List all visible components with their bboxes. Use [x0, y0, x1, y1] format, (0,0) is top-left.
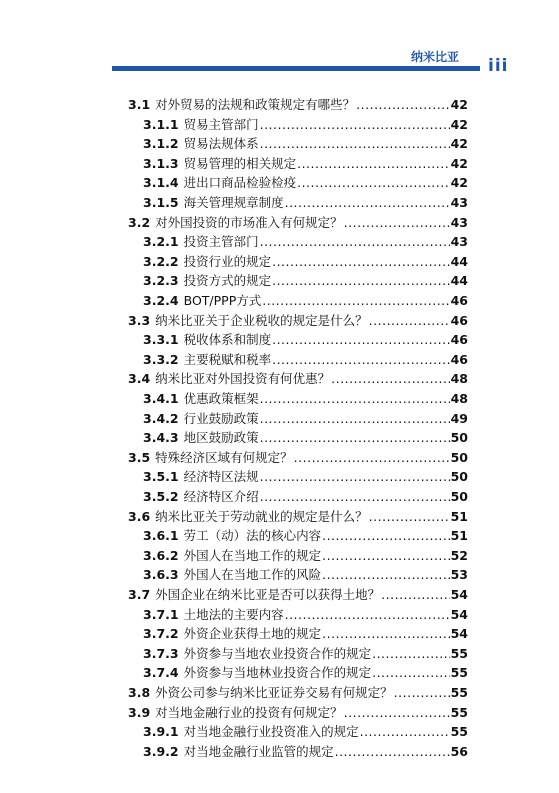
toc-entry-page: 43: [450, 234, 468, 250]
toc-entry[interactable]: [143, 391, 468, 407]
toc-entry-page: 46: [450, 351, 468, 367]
toc-entry-title: 优惠政策框架: [183, 391, 259, 406]
dot-leader: [272, 332, 449, 347]
toc-entry-number: 3.9.1: [143, 724, 179, 740]
toc-entry-title: BOT/PPP方式: [183, 293, 262, 308]
toc-entry-number: 3.1.2: [143, 136, 179, 152]
toc-entry-number: 3.1: [128, 97, 151, 112]
toc-entry[interactable]: [143, 626, 468, 642]
toc-entry-number: 3.1.4: [143, 175, 179, 191]
toc-entry-page: 52: [450, 547, 468, 563]
toc-entry-number: 3.8: [128, 685, 151, 700]
toc-entry[interactable]: [143, 646, 468, 662]
toc-entry[interactable]: [143, 234, 468, 250]
toc-entry[interactable]: [143, 352, 468, 368]
toc-entry-title: 外资参与当地林业投资合作的规定: [183, 665, 372, 681]
toc-entry-title: 投资方式的规定: [183, 273, 272, 289]
dot-leader: [356, 97, 449, 112]
toc-entry[interactable]: [143, 724, 468, 740]
page-number: iii: [488, 56, 509, 76]
toc-entry-title: 纳米比亚关于劳动就业的规定是什么？: [155, 508, 368, 524]
dot-leader: [260, 430, 450, 445]
dot-leader: [260, 469, 450, 484]
toc-entry-number: 3.3.2: [143, 351, 179, 367]
toc-entry[interactable]: [143, 665, 468, 681]
toc-entry-number: 3.2.2: [143, 253, 179, 269]
toc-entry[interactable]: [143, 136, 468, 152]
toc-entry-title: 对外贸易的法规和政策规定有哪些？: [155, 97, 356, 112]
dot-leader: [344, 215, 450, 230]
toc-entry[interactable]: [143, 489, 468, 505]
toc-entry-title: 外资参与当地农业投资合作的规定: [183, 645, 372, 661]
running-header-title: 纳米比亚: [410, 50, 459, 64]
toc-entry-title: 外国人在当地工作的风险: [183, 567, 322, 583]
toc-entry-page: 44: [450, 273, 468, 289]
dot-leader: [272, 273, 449, 288]
toc-entry-title: 主要税赋和税率: [183, 351, 272, 367]
toc-entry-page: 50: [450, 469, 468, 485]
dot-leader: [260, 136, 450, 151]
dot-leader: [322, 548, 449, 563]
toc-entry[interactable]: [143, 293, 468, 309]
toc-entry-page: 42: [450, 97, 468, 112]
toc-entry-page: 55: [450, 704, 468, 720]
toc-entry-title: 劳工（动）法的核心内容: [183, 528, 322, 544]
toc-entry-number: 3.3: [128, 312, 151, 328]
dot-leader: [394, 685, 450, 700]
dot-leader: [262, 293, 449, 308]
toc-entry-title: 投资主管部门: [183, 234, 259, 250]
toc-entry-number: 3.4.3: [143, 430, 179, 446]
toc-entry-number: 3.6: [128, 508, 151, 524]
toc-entry-page: 55: [450, 665, 468, 681]
toc-entry[interactable]: [128, 587, 468, 603]
toc-entry[interactable]: [143, 744, 468, 760]
toc-entry-title: 行业鼓励政策: [183, 410, 259, 426]
toc-entry-number: 3.2: [128, 214, 151, 230]
toc-entry-page: 42: [450, 175, 468, 191]
toc-entry-number: 3.2.3: [143, 273, 179, 289]
toc-entry-title: 纳米比亚关于企业税收的规定是什么？: [155, 312, 368, 328]
toc-entry-title: 外资企业获得土地的规定: [183, 626, 322, 642]
dot-leader: [260, 391, 450, 406]
toc-entry-page: 46: [450, 293, 468, 308]
toc-entry-title: 外资公司参与纳米比亚证券交易有何规定？: [155, 685, 393, 700]
toc-entry-page: 56: [450, 743, 468, 759]
toc-entry-page: 42: [450, 116, 468, 132]
toc-entry[interactable]: [128, 509, 468, 525]
toc-entry-title: 地区鼓励政策: [183, 430, 259, 446]
toc-entry-number: 3.7.4: [143, 665, 179, 681]
dot-leader: [272, 254, 449, 269]
toc-entry-number: 3.4.1: [143, 391, 179, 406]
dot-leader: [260, 234, 450, 249]
toc-entry-page: 53: [450, 567, 468, 583]
dot-leader: [272, 352, 449, 367]
toc-entry-title: 纳米比亚对外国投资有何优惠？: [155, 371, 331, 387]
toc-entry-page: 54: [450, 626, 468, 642]
toc-entry-page: 44: [450, 253, 468, 269]
toc-entry-number: 3.2.4: [143, 293, 179, 308]
dot-leader: [260, 489, 450, 504]
toc-entry-page: 49: [450, 410, 468, 426]
toc-entry-number: 3.6.2: [143, 547, 179, 563]
toc-entry-title: 经济特区法规: [183, 469, 259, 485]
toc-entry-number: 3.7: [128, 587, 151, 602]
dot-leader: [369, 509, 450, 524]
dot-leader: [322, 528, 449, 543]
dot-leader: [322, 567, 449, 582]
toc-entry-page: 50: [450, 430, 468, 446]
toc-entry[interactable]: [143, 469, 468, 485]
dot-leader: [360, 724, 450, 739]
toc-entry-page: 43: [450, 214, 468, 230]
dot-leader: [372, 646, 449, 661]
toc-entry-number: 3.6.3: [143, 567, 179, 583]
toc-entry[interactable]: [143, 254, 468, 270]
toc-entry-page: 54: [450, 606, 468, 622]
toc-entry-page: 55: [450, 685, 468, 700]
toc-entry[interactable]: [128, 705, 468, 721]
toc-entry-title: 经济特区介绍: [183, 489, 259, 504]
toc-entry[interactable]: [143, 175, 468, 191]
toc-entry-title: 外国人在当地工作的规定: [183, 547, 322, 563]
dot-leader: [322, 626, 449, 641]
header-rule: [112, 66, 480, 71]
toc-entry[interactable]: [143, 156, 468, 172]
toc-entry-title: 对当地金融行业监管的规定: [183, 743, 334, 759]
dot-leader: [294, 450, 450, 465]
dot-leader: [260, 411, 450, 426]
toc-entry-number: 3.3.1: [143, 332, 179, 348]
toc-entry-title: 对当地金融行业的投资有何规定？: [155, 704, 343, 720]
toc-entry-number: 3.4: [128, 371, 151, 387]
toc-entry-number: 3.9: [128, 704, 151, 720]
dot-leader: [285, 607, 450, 622]
toc-entry[interactable]: [143, 117, 468, 133]
toc-entry[interactable]: [143, 430, 468, 446]
toc-entry[interactable]: [128, 313, 468, 329]
toc-entry-title: 外国企业在纳米比亚是否可以获得土地？: [155, 587, 381, 602]
toc-entry-number: 3.5: [128, 449, 151, 465]
toc-entry[interactable]: [128, 97, 468, 113]
toc-entry-title: 对外国投资的市场准入有何规定？: [155, 214, 343, 230]
toc-entry-title: 税收体系和制度: [183, 332, 272, 348]
toc-entry-page: 55: [450, 724, 468, 740]
toc-entry-number: 3.1.5: [143, 195, 179, 210]
dot-leader: [297, 175, 449, 190]
toc-entry-title: 贸易管理的相关规定: [183, 155, 297, 171]
toc-entry-number: 3.1.1: [143, 116, 179, 132]
toc-entry-page: 48: [450, 391, 468, 406]
toc-entry-title: 投资行业的规定: [183, 253, 272, 269]
toc-entry-number: 3.9.2: [143, 743, 179, 759]
toc-entry[interactable]: [143, 567, 468, 583]
dot-leader: [372, 665, 449, 680]
toc-entry[interactable]: [143, 528, 468, 544]
toc-entry-number: 3.7.1: [143, 606, 179, 622]
toc-entry[interactable]: [143, 548, 468, 564]
toc-entry-page: 46: [450, 312, 468, 328]
toc-entry[interactable]: [143, 195, 468, 211]
toc-entry-number: 3.6.1: [143, 528, 179, 544]
toc-entry-page: 50: [450, 489, 468, 504]
toc-entry[interactable]: [128, 371, 468, 387]
dot-leader: [344, 705, 450, 720]
toc-entry-number: 3.5.1: [143, 469, 179, 485]
toc-entry-title: 土地法的主要内容: [183, 606, 284, 622]
toc-entry[interactable]: [143, 332, 468, 348]
toc-entry[interactable]: [128, 685, 468, 701]
toc-entry-page: 43: [450, 195, 468, 210]
toc-entry-page: 42: [450, 136, 468, 152]
toc-entry[interactable]: [143, 607, 468, 623]
toc-entry-page: 42: [450, 155, 468, 171]
dot-leader: [369, 313, 450, 328]
toc-entry[interactable]: [143, 273, 468, 289]
toc-entry-number: 3.5.2: [143, 489, 179, 504]
toc-entry-title: 贸易主管部门: [183, 116, 259, 132]
dot-leader: [335, 744, 450, 759]
toc-entry-page: 46: [450, 332, 468, 348]
dot-leader: [285, 195, 450, 210]
toc-entry-number: 3.4.2: [143, 410, 179, 426]
toc-entry-number: 3.7.2: [143, 626, 179, 642]
toc-entry-page: 51: [450, 508, 468, 524]
dot-leader: [260, 117, 450, 132]
toc-entry-title: 特殊经济区域有何规定？: [155, 449, 293, 465]
toc-entry-number: 3.1.3: [143, 155, 179, 171]
toc-entry-page: 48: [450, 371, 468, 387]
toc-entry-page: 50: [450, 449, 468, 465]
dot-leader: [297, 156, 449, 171]
toc-entry[interactable]: [128, 215, 468, 231]
dot-leader: [331, 371, 449, 386]
toc-entry-page: 54: [450, 587, 468, 602]
toc-entry-number: 3.7.3: [143, 645, 179, 661]
toc-entry-page: 51: [450, 528, 468, 544]
toc-entry[interactable]: [143, 411, 468, 427]
toc-entry-page: 55: [450, 645, 468, 661]
toc-entry-title: 进出口商品检验检疫: [183, 175, 297, 191]
toc-entry[interactable]: [128, 450, 468, 466]
dot-leader: [381, 587, 449, 602]
toc-entry-number: 3.2.1: [143, 234, 179, 250]
toc-entry-title: 海关管理规章制度: [183, 195, 284, 210]
toc-entry-title: 对当地金融行业投资准入的规定: [183, 724, 359, 740]
toc-entry-title: 贸易法规体系: [183, 136, 259, 152]
